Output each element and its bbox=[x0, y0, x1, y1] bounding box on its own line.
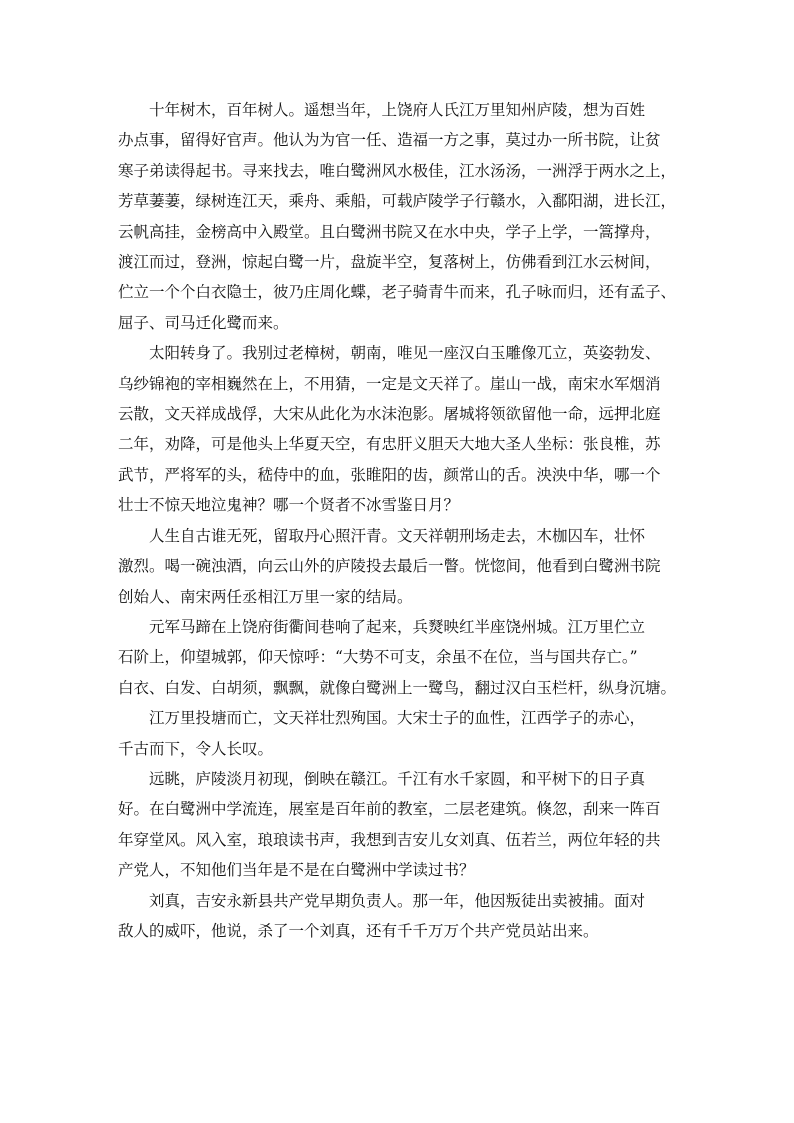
text-line: 刘真，吉安永新县共产党早期负责人。那一年，他因叛徒出卖被捕。面对 bbox=[149, 891, 646, 910]
text-line: 远眺，庐陵淡月初现，倒映在赣江。千江有水千家圆，和平树下的日子真 bbox=[149, 769, 646, 788]
text-line: 渡江而过，登洲，惊起白鹭一片，盘旋半空，复落树上，仿佛看到江水云树间， bbox=[118, 253, 661, 272]
text-line: 办点事，留得好官声。他认为为官一任、造福一方之事，莫过办一所书院，让贫 bbox=[118, 131, 661, 150]
paragraph bbox=[118, 95, 710, 338]
text-line: 白衣、白发、白胡须，飘飘，就像白鹭洲上一鹭鸟，翻过汉白玉栏杆，纵身沉塘。 bbox=[118, 678, 677, 697]
paragraph bbox=[118, 764, 710, 886]
text-line: 壮士不惊天地泣鬼神？哪一个贤者不冰雪鉴日月？ bbox=[118, 496, 460, 515]
text-line: 寒子弟读得起书。寻来找去，唯白鹭洲风水极佳，江水汤汤，一洲浮于两水之上， bbox=[118, 161, 677, 180]
text-line: 江万里投塘而亡，文天祥壮烈殉国。大宋士子的血性，江西学子的赤心， bbox=[149, 709, 646, 728]
paragraph bbox=[118, 703, 710, 764]
text-line: 十年树木，百年树人。遥想当年，上饶府人氏江万里知州庐陵，想为百姓 bbox=[149, 101, 646, 119]
text-line: 元军马蹄在上饶府街衢间巷响了起来，兵燹映红半座饶州城。江万里伫立 bbox=[149, 617, 646, 636]
document-page bbox=[118, 95, 710, 946]
text-line: 武节，严将军的头，嵇侍中的血，张睢阳的齿，颜常山的舌。泱泱中华，哪一个 bbox=[118, 465, 661, 484]
text-line: 敌人的威吓，他说，杀了一个刘真，还有千千万万个共产党员站出来。 bbox=[118, 921, 599, 940]
text-line: 激烈。喝一碗浊酒，向云山外的庐陵投去最后一瞥。恍惚间，他看到白鹭洲书院 bbox=[118, 557, 661, 576]
text-line: 云帆高挂，金榜高中入殿堂。且白鹭洲书院又在水中央，学子上学，一篙撑舟， bbox=[118, 222, 661, 241]
text-line: 太阳转身了。我别过老樟树，朝南，唯见一座汉白玉雕像兀立，英姿勃发、 bbox=[149, 344, 661, 363]
text-line: 石阶上，仰望城郭，仰天惊呼：“大势不可支，余虽不在位，当与国共存亡。” bbox=[118, 648, 638, 667]
text-line: 云散，文天祥成战俘，大宋从此化为水沫泡影。屠城将领欲留他一命，远押北庭 bbox=[118, 405, 661, 424]
text-line: 芳草萋萋，绿树连江天，乘舟、乘船，可载庐陵学子行赣水，入鄱阳湖，进长江， bbox=[118, 192, 677, 211]
paragraph bbox=[118, 886, 710, 947]
paragraph bbox=[118, 612, 710, 703]
text-line: 千古而下，令人长叹。 bbox=[118, 739, 274, 758]
text-line: 好。在白鹭洲中学流连，展室是百年前的教室，二层老建筑。倏忽，刮来一阵百 bbox=[118, 800, 661, 819]
text-line: 产党人，不知他们当年是不是在白鹭洲中学读过书？ bbox=[118, 861, 475, 880]
paragraph bbox=[118, 338, 710, 520]
text-line: 人生自古谁无死，留取丹心照汗青。文天祥朝刑场走去，木枷囚车，壮怀 bbox=[149, 526, 646, 545]
text-line: 乌纱锦袍的宰相巍然在上，不用猜，一定是文天祥了。崖山一战，南宋水军烟消 bbox=[118, 374, 661, 393]
text-line: 年穿堂风。风入室，琅琅读书声，我想到吉安儿女刘真、伍若兰，两位年轻的共 bbox=[118, 830, 661, 849]
text-line: 二年，劝降，可是他头上华夏天空，有忠肝义胆天大地大圣人坐标：张良椎，苏 bbox=[118, 435, 661, 454]
text-line: 创始人、南宋两任丞相江万里一家的结局。 bbox=[118, 587, 413, 606]
paragraph bbox=[118, 521, 710, 612]
text-line: 伫立一个个白衣隐士，彼乃庄周化蝶，老子骑青牛而来，孔子咏而归，还有孟子、 bbox=[118, 283, 677, 302]
text-line: 屈子、司马迁化鹭而来。 bbox=[118, 313, 289, 332]
